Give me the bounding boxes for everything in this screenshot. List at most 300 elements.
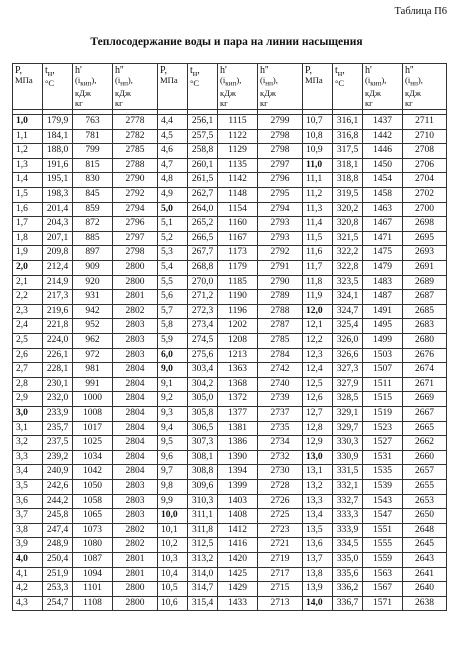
cell-temperature: 257,5 — [188, 129, 218, 144]
cell-h-vapor: 2702 — [403, 188, 447, 203]
table-row — [13, 158, 447, 173]
cell-pressure: 5,1 — [158, 217, 188, 232]
cell-h-liquid: 1515 — [363, 392, 403, 407]
cell-h-liquid: 845 — [73, 188, 113, 203]
cell-h-liquid: 1087 — [73, 552, 113, 567]
cell-pressure: 3,9 — [13, 538, 43, 553]
cell-h-vapor: 2790 — [113, 173, 158, 188]
cell-pressure: 1,9 — [13, 246, 43, 261]
table-row — [13, 217, 447, 232]
cell-h-liquid: 885 — [73, 231, 113, 246]
cell-temperature: 333,9 — [333, 523, 363, 538]
cell-pressure: 12,0 — [303, 304, 333, 319]
cell-h-vapor: 2648 — [403, 523, 447, 538]
cell-h-liquid: 1416 — [218, 538, 258, 553]
cell-temperature: 322,8 — [333, 261, 363, 276]
cell-h-vapor: 2793 — [258, 231, 303, 246]
cell-h-vapor: 2735 — [258, 421, 303, 436]
cell-pressure: 9,7 — [158, 465, 188, 480]
cell-h-vapor: 2788 — [113, 158, 158, 173]
cell-h-vapor: 2742 — [258, 363, 303, 378]
cell-temperature: 310,3 — [188, 494, 218, 509]
cell-pressure: 9,0 — [158, 363, 188, 378]
cell-h-liquid: 1429 — [218, 582, 258, 597]
cell-h-vapor: 2803 — [113, 334, 158, 349]
cell-temperature: 209,8 — [43, 246, 73, 261]
cell-pressure: 9,5 — [158, 436, 188, 451]
table-row — [13, 552, 447, 567]
cell-h-vapor: 2784 — [258, 348, 303, 363]
table-row — [13, 392, 447, 407]
cell-temperature: 240,9 — [43, 465, 73, 480]
table-row — [13, 523, 447, 538]
cell-temperature: 272,3 — [188, 304, 218, 319]
cell-temperature: 248,9 — [43, 538, 73, 553]
cell-h-liquid: 781 — [73, 129, 113, 144]
cell-pressure: 2,3 — [13, 304, 43, 319]
cell-h-liquid: 1390 — [218, 450, 258, 465]
cell-h-vapor: 2638 — [403, 596, 447, 611]
cell-temperature: 268,8 — [188, 261, 218, 276]
cell-pressure: 11,6 — [303, 246, 333, 261]
cell-h-vapor: 2801 — [113, 567, 158, 582]
cell-temperature: 326,6 — [333, 348, 363, 363]
cell-temperature: 224,0 — [43, 334, 73, 349]
cell-h-liquid: 1471 — [363, 231, 403, 246]
cell-pressure: 2,7 — [13, 363, 43, 378]
cell-pressure: 5,3 — [158, 246, 188, 261]
cell-h-vapor: 2713 — [258, 596, 303, 611]
cell-temperature: 336,2 — [333, 582, 363, 597]
cell-temperature: 311,1 — [188, 509, 218, 524]
cell-h-vapor: 2787 — [258, 319, 303, 334]
cell-h-vapor: 2640 — [403, 582, 447, 597]
cell-h-vapor: 2778 — [113, 115, 158, 130]
cell-temperature: 237,5 — [43, 436, 73, 451]
cell-h-vapor: 2804 — [113, 450, 158, 465]
cell-pressure: 5,4 — [158, 261, 188, 276]
cell-temperature: 332,7 — [333, 494, 363, 509]
cell-pressure: 1,8 — [13, 231, 43, 246]
cell-h-liquid: 1543 — [363, 494, 403, 509]
cell-pressure: 13,6 — [303, 538, 333, 553]
cell-temperature: 325,4 — [333, 319, 363, 334]
cell-h-liquid: 962 — [73, 334, 113, 349]
cell-temperature: 233,9 — [43, 406, 73, 421]
cell-temperature: 195,1 — [43, 173, 73, 188]
cell-h-vapor: 2650 — [403, 509, 447, 524]
cell-temperature: 331,5 — [333, 465, 363, 480]
cell-temperature: 308,8 — [188, 465, 218, 480]
cell-pressure: 13,4 — [303, 509, 333, 524]
cell-temperature: 314,7 — [188, 582, 218, 597]
cell-h-liquid: 1115 — [218, 115, 258, 130]
cell-h-liquid: 1000 — [73, 392, 113, 407]
header-h-vapor: h'' $(i_{нп})$, кДж кг — [403, 64, 447, 110]
cell-h-vapor: 2795 — [258, 188, 303, 203]
cell-temperature: 265,2 — [188, 217, 218, 232]
cell-pressure: 5,9 — [158, 334, 188, 349]
cell-pressure: 1,5 — [13, 188, 43, 203]
cell-h-vapor: 2671 — [403, 377, 447, 392]
cell-temperature: 239,2 — [43, 450, 73, 465]
cell-temperature: 335,6 — [333, 567, 363, 582]
table-row — [13, 202, 447, 217]
cell-pressure: 9,1 — [158, 377, 188, 392]
cell-temperature: 251,9 — [43, 567, 73, 582]
cell-h-liquid: 1101 — [73, 582, 113, 597]
cell-temperature: 245,8 — [43, 509, 73, 524]
cell-h-liquid: 1487 — [363, 290, 403, 305]
cell-pressure: 11,9 — [303, 290, 333, 305]
cell-temperature: 217,3 — [43, 290, 73, 305]
cell-pressure: 4,7 — [158, 158, 188, 173]
table-row — [13, 406, 447, 421]
cell-pressure: 11,1 — [303, 173, 333, 188]
cell-h-vapor: 2797 — [258, 158, 303, 173]
cell-h-vapor: 2730 — [258, 465, 303, 480]
cell-pressure: 12,4 — [303, 363, 333, 378]
cell-h-liquid: 991 — [73, 377, 113, 392]
cell-h-liquid: 763 — [73, 115, 113, 130]
cell-pressure: 3,8 — [13, 523, 43, 538]
header-h-liquid: h' $(i_{кип})$, кДж кг — [218, 64, 258, 110]
cell-temperature: 326,0 — [333, 334, 363, 349]
cell-temperature: 320,2 — [333, 202, 363, 217]
cell-pressure: 11,8 — [303, 275, 333, 290]
cell-temperature: 316,8 — [333, 129, 363, 144]
cell-h-vapor: 2804 — [113, 377, 158, 392]
cell-temperature: 275,6 — [188, 348, 218, 363]
cell-temperature: 179,9 — [43, 115, 73, 130]
cell-pressure: 3,5 — [13, 479, 43, 494]
table-row — [13, 494, 447, 509]
cell-temperature: 330,9 — [333, 450, 363, 465]
table-row — [13, 188, 447, 203]
cell-pressure: 12,3 — [303, 348, 333, 363]
cell-h-vapor: 2785 — [258, 334, 303, 349]
cell-pressure: 11,7 — [303, 261, 333, 276]
cell-temperature: 273,4 — [188, 319, 218, 334]
cell-pressure: 4,4 — [158, 115, 188, 130]
cell-h-liquid: 1450 — [363, 158, 403, 173]
cell-temperature: 267,7 — [188, 246, 218, 261]
cell-h-liquid: 830 — [73, 173, 113, 188]
table-row — [13, 596, 447, 611]
cell-temperature: 305,0 — [188, 392, 218, 407]
cell-pressure: 5,6 — [158, 290, 188, 305]
cell-temperature: 324,1 — [333, 290, 363, 305]
cell-pressure: 12,9 — [303, 436, 333, 451]
cell-temperature: 219,6 — [43, 304, 73, 319]
cell-h-vapor: 2803 — [113, 319, 158, 334]
cell-pressure: 10,1 — [158, 523, 188, 538]
cell-temperature: 262,7 — [188, 188, 218, 203]
cell-h-vapor: 2721 — [258, 538, 303, 553]
cell-h-liquid: 897 — [73, 246, 113, 261]
cell-h-vapor: 2803 — [113, 479, 158, 494]
cell-h-liquid: 815 — [73, 158, 113, 173]
cell-pressure: 5,7 — [158, 304, 188, 319]
cell-h-liquid: 1467 — [363, 217, 403, 232]
cell-h-vapor: 2799 — [258, 115, 303, 130]
cell-temperature: 333,3 — [333, 509, 363, 524]
cell-temperature: 307,3 — [188, 436, 218, 451]
cell-h-liquid: 1372 — [218, 392, 258, 407]
cell-h-vapor: 2793 — [258, 217, 303, 232]
cell-temperature: 261,5 — [188, 173, 218, 188]
cell-temperature: 256,1 — [188, 115, 218, 130]
saturation-table — [12, 63, 447, 611]
cell-temperature: 244,2 — [43, 494, 73, 509]
cell-h-liquid: 1483 — [363, 275, 403, 290]
cell-h-liquid: 1190 — [218, 290, 258, 305]
cell-h-vapor: 2704 — [403, 173, 447, 188]
cell-temperature: 207,1 — [43, 231, 73, 246]
cell-pressure: 10,2 — [158, 538, 188, 553]
cell-temperature: 314,0 — [188, 567, 218, 582]
cell-pressure: 14,0 — [303, 596, 333, 611]
cell-pressure: 10,9 — [303, 144, 333, 159]
cell-temperature: 320,8 — [333, 217, 363, 232]
cell-temperature: 303,4 — [188, 363, 218, 378]
cell-h-vapor: 2667 — [403, 406, 447, 421]
cell-h-liquid: 1017 — [73, 421, 113, 436]
cell-h-liquid: 1408 — [218, 509, 258, 524]
header-h-vapor: h'' $(i_{нп})$, кДж кг — [258, 64, 303, 110]
cell-h-liquid: 1511 — [363, 377, 403, 392]
cell-h-liquid: 1160 — [218, 217, 258, 232]
cell-h-vapor: 2723 — [258, 523, 303, 538]
cell-temperature: 334,5 — [333, 538, 363, 553]
cell-h-liquid: 1142 — [218, 173, 258, 188]
table-row — [13, 275, 447, 290]
cell-h-vapor: 2717 — [258, 567, 303, 582]
cell-temperature: 328,5 — [333, 392, 363, 407]
cell-pressure: 4,1 — [13, 567, 43, 582]
table-row — [13, 479, 447, 494]
cell-h-vapor: 2728 — [258, 479, 303, 494]
header-temperature: $t_н$, °C — [188, 64, 218, 110]
cell-pressure: 4,3 — [13, 596, 43, 611]
header-pressure: P, МПа — [158, 64, 188, 110]
cell-h-vapor: 2790 — [258, 275, 303, 290]
table-row — [13, 450, 447, 465]
header-temperature: $t_н$, °C — [43, 64, 73, 110]
cell-h-liquid: 1458 — [363, 188, 403, 203]
cell-h-vapor: 2804 — [113, 465, 158, 480]
cell-h-liquid: 972 — [73, 348, 113, 363]
cell-h-liquid: 1065 — [73, 509, 113, 524]
cell-h-liquid: 1442 — [363, 129, 403, 144]
cell-temperature: 304,2 — [188, 377, 218, 392]
cell-pressure: 4,5 — [158, 129, 188, 144]
cell-h-liquid: 1185 — [218, 275, 258, 290]
cell-temperature: 315,4 — [188, 596, 218, 611]
cell-pressure: 9,9 — [158, 494, 188, 509]
cell-pressure: 10,6 — [158, 596, 188, 611]
cell-h-vapor: 2803 — [113, 509, 158, 524]
cell-h-liquid: 1527 — [363, 436, 403, 451]
header-h-liquid: h' $(i_{кип})$, кДж кг — [73, 64, 113, 110]
table-row — [13, 348, 447, 363]
cell-h-vapor: 2804 — [113, 392, 158, 407]
cell-h-vapor: 2794 — [258, 202, 303, 217]
table-row — [13, 363, 447, 378]
cell-pressure: 4,2 — [13, 582, 43, 597]
cell-temperature: 332,1 — [333, 479, 363, 494]
cell-temperature: 327,9 — [333, 377, 363, 392]
cell-h-vapor: 2706 — [403, 158, 447, 173]
cell-temperature: 260,1 — [188, 158, 218, 173]
cell-h-liquid: 1425 — [218, 567, 258, 582]
cell-temperature: 316,1 — [333, 115, 363, 130]
cell-h-liquid: 1437 — [363, 115, 403, 130]
table-row — [13, 567, 447, 582]
cell-h-vapor: 2732 — [258, 450, 303, 465]
cell-h-vapor: 2800 — [113, 275, 158, 290]
cell-h-vapor: 2660 — [403, 450, 447, 465]
cell-h-vapor: 2711 — [403, 115, 447, 130]
cell-temperature: 221,8 — [43, 319, 73, 334]
cell-temperature: 321,5 — [333, 231, 363, 246]
cell-pressure: 10,5 — [158, 582, 188, 597]
cell-h-liquid: 1555 — [363, 538, 403, 553]
table-row — [13, 290, 447, 305]
header-pressure: P, МПа — [13, 64, 43, 110]
cell-h-liquid: 1519 — [363, 406, 403, 421]
cell-h-liquid: 1399 — [218, 479, 258, 494]
cell-pressure: 10,0 — [158, 509, 188, 524]
cell-pressure: 1,1 — [13, 129, 43, 144]
cell-temperature: 313,2 — [188, 552, 218, 567]
cell-pressure: 11,3 — [303, 202, 333, 217]
cell-pressure: 12,7 — [303, 406, 333, 421]
cell-temperature: 305,8 — [188, 406, 218, 421]
cell-h-liquid: 1420 — [218, 552, 258, 567]
cell-h-liquid: 1551 — [363, 523, 403, 538]
cell-h-vapor: 2791 — [258, 261, 303, 276]
cell-pressure: 3,2 — [13, 436, 43, 451]
cell-pressure: 13,3 — [303, 494, 333, 509]
cell-h-liquid: 1547 — [363, 509, 403, 524]
cell-h-vapor: 2782 — [113, 129, 158, 144]
cell-temperature: 226,1 — [43, 348, 73, 363]
cell-h-liquid: 1499 — [363, 334, 403, 349]
cell-temperature: 329,1 — [333, 406, 363, 421]
cell-pressure: 6,0 — [158, 348, 188, 363]
cell-temperature: 317,5 — [333, 144, 363, 159]
cell-h-vapor: 2726 — [258, 494, 303, 509]
cell-temperature: 336,7 — [333, 596, 363, 611]
table-row — [13, 173, 447, 188]
cell-h-liquid: 1208 — [218, 334, 258, 349]
cell-h-liquid: 1058 — [73, 494, 113, 509]
cell-temperature: 330,3 — [333, 436, 363, 451]
cell-pressure: 1,2 — [13, 144, 43, 159]
cell-h-vapor: 2804 — [113, 363, 158, 378]
cell-h-liquid: 1463 — [363, 202, 403, 217]
cell-pressure: 12,8 — [303, 421, 333, 436]
cell-h-vapor: 2802 — [113, 538, 158, 553]
cell-h-vapor: 2700 — [403, 202, 447, 217]
cell-h-liquid: 1135 — [218, 158, 258, 173]
cell-pressure: 10,3 — [158, 552, 188, 567]
cell-h-liquid: 1094 — [73, 567, 113, 582]
cell-h-vapor: 2796 — [113, 217, 158, 232]
cell-pressure: 2,8 — [13, 377, 43, 392]
cell-h-vapor: 2798 — [258, 129, 303, 144]
cell-temperature: 308,1 — [188, 450, 218, 465]
cell-pressure: 3,3 — [13, 450, 43, 465]
cell-h-liquid: 1495 — [363, 319, 403, 334]
cell-pressure: 13,9 — [303, 582, 333, 597]
cell-h-vapor: 2801 — [113, 290, 158, 305]
cell-pressure: 5,2 — [158, 231, 188, 246]
cell-pressure: 11,4 — [303, 217, 333, 232]
cell-h-liquid: 1148 — [218, 188, 258, 203]
cell-pressure: 2,5 — [13, 334, 43, 349]
table-row — [13, 261, 447, 276]
cell-temperature: 188,0 — [43, 144, 73, 159]
cell-temperature: 323,5 — [333, 275, 363, 290]
table-row — [13, 115, 447, 130]
cell-h-vapor: 2800 — [113, 582, 158, 597]
header-row — [13, 64, 447, 110]
cell-h-vapor: 2802 — [113, 304, 158, 319]
cell-temperature: 329,7 — [333, 421, 363, 436]
cell-pressure: 4,9 — [158, 188, 188, 203]
cell-h-liquid: 1381 — [218, 421, 258, 436]
cell-h-liquid: 1122 — [218, 129, 258, 144]
cell-h-vapor: 2715 — [258, 582, 303, 597]
cell-h-liquid: 1454 — [363, 173, 403, 188]
cell-pressure: 3,7 — [13, 509, 43, 524]
cell-h-vapor: 2645 — [403, 538, 447, 553]
cell-pressure: 10,7 — [303, 115, 333, 130]
cell-h-liquid: 1080 — [73, 538, 113, 553]
cell-temperature: 250,4 — [43, 552, 73, 567]
cell-h-vapor: 2657 — [403, 465, 447, 480]
cell-h-vapor: 2695 — [403, 231, 447, 246]
cell-temperature: 198,3 — [43, 188, 73, 203]
table-row — [13, 246, 447, 261]
cell-h-liquid: 1559 — [363, 552, 403, 567]
cell-pressure: 10,4 — [158, 567, 188, 582]
cell-h-vapor: 2803 — [113, 494, 158, 509]
cell-h-liquid: 1179 — [218, 261, 258, 276]
cell-pressure: 5,5 — [158, 275, 188, 290]
cell-temperature: 242,6 — [43, 479, 73, 494]
cell-pressure: 2,2 — [13, 290, 43, 305]
cell-h-liquid: 1523 — [363, 421, 403, 436]
cell-h-vapor: 2792 — [258, 246, 303, 261]
cell-pressure: 11,2 — [303, 188, 333, 203]
cell-h-liquid: 1129 — [218, 144, 258, 159]
cell-temperature: 232,0 — [43, 392, 73, 407]
cell-h-vapor: 2683 — [403, 319, 447, 334]
cell-pressure: 12,1 — [303, 319, 333, 334]
cell-h-vapor: 2739 — [258, 392, 303, 407]
cell-h-liquid: 1034 — [73, 450, 113, 465]
cell-h-liquid: 1507 — [363, 363, 403, 378]
cell-pressure: 9,4 — [158, 421, 188, 436]
cell-h-liquid: 1571 — [363, 596, 403, 611]
cell-h-liquid: 1173 — [218, 246, 258, 261]
cell-h-liquid: 799 — [73, 144, 113, 159]
cell-h-liquid: 1394 — [218, 465, 258, 480]
cell-temperature: 247,4 — [43, 523, 73, 538]
